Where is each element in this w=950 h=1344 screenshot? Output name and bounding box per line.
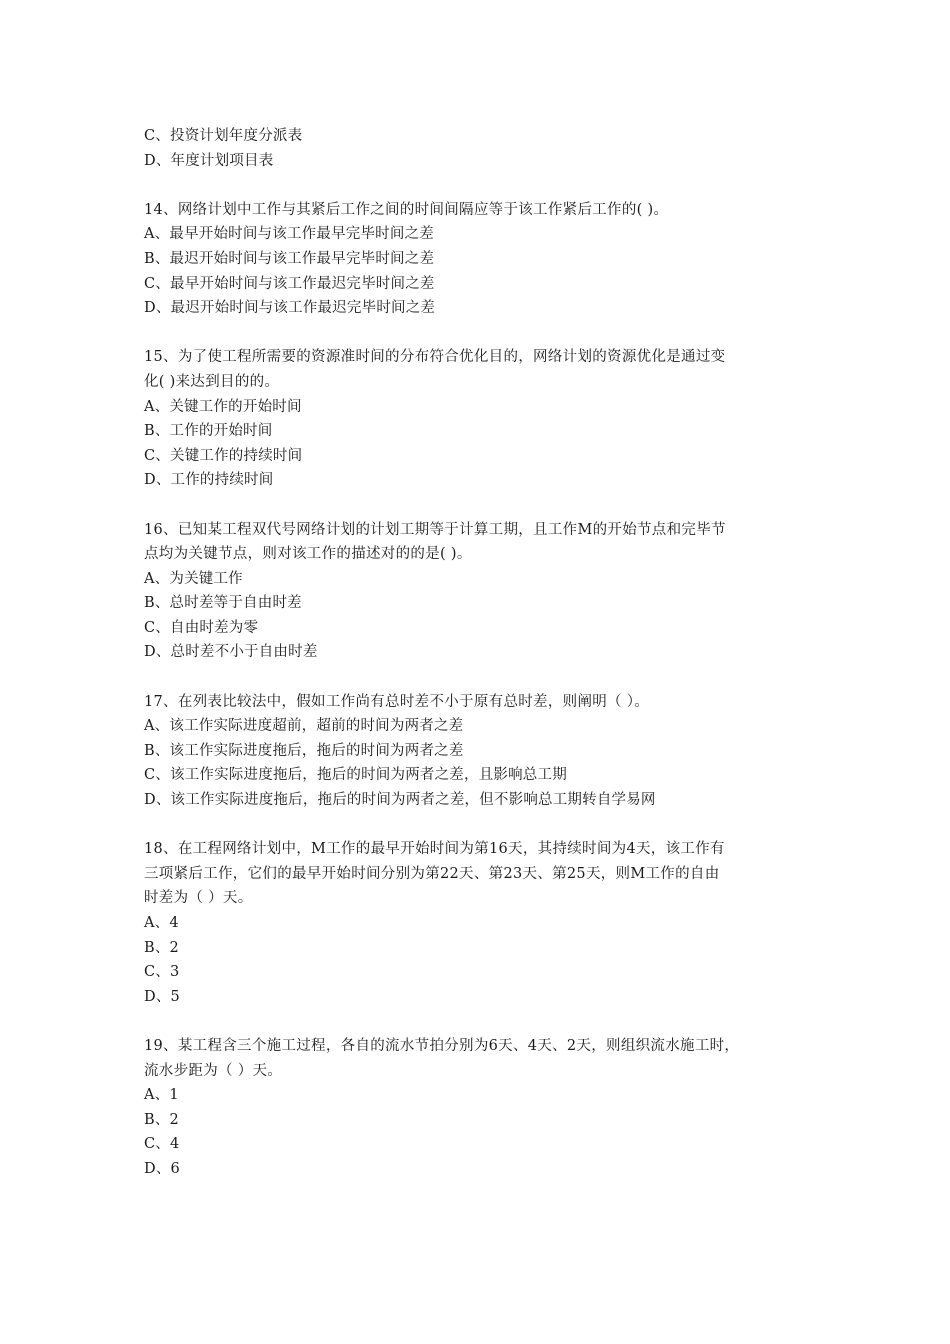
option-a: A、最早开始时间与该工作最早完毕时间之差 bbox=[144, 226, 434, 243]
option-c: C、3 bbox=[144, 964, 180, 981]
stem-line: 18、在工程网络计划中，M工作的最早开始时间为第16天，其持续时间为4天，该工作有 bbox=[144, 841, 725, 858]
option-a: A、为关键工作 bbox=[144, 570, 243, 587]
document-content bbox=[144, 124, 809, 1182]
option-d: D、年度计划项目表 bbox=[144, 152, 274, 169]
option-a: A、4 bbox=[144, 915, 179, 931]
prev-question-options bbox=[144, 124, 809, 173]
question-stem bbox=[144, 345, 809, 394]
option-c: C、关键工作的持续时间 bbox=[144, 447, 303, 464]
spacer bbox=[144, 813, 809, 838]
option-a: A、该工作实际进度超前，超前的时间为两者之差 bbox=[144, 718, 464, 735]
option-d: D、6 bbox=[144, 1160, 180, 1177]
option-b: B、该工作实际进度拖后，拖后的时间为两者之差 bbox=[144, 742, 464, 759]
question-19 bbox=[144, 1034, 809, 1182]
stem-line: 14、网络计划中工作与其紧后工作之间的时间间隔应等于该工作紧后工作的( )。 bbox=[144, 201, 669, 218]
option-b: B、总时差等于自由时差 bbox=[144, 595, 302, 612]
option-d: D、该工作实际进度拖后，拖后的时间为两者之差，但不影响总工期转自学易网 bbox=[144, 792, 656, 809]
option-d: D、最迟开始时间与该工作最迟完毕时间之差 bbox=[144, 300, 436, 317]
stem-line: 流水步距为（ ）天。 bbox=[144, 1062, 283, 1079]
stem-line: 15、为了使工程所需要的资源准时间的分布符合优化目的，网络计划的资源优化是通过变 bbox=[144, 349, 726, 366]
option-b: B、2 bbox=[144, 939, 179, 956]
option-c: C、该工作实际进度拖后，拖后的时间为两者之差，且影响总工期 bbox=[144, 767, 567, 784]
option-b: B、工作的开始时间 bbox=[144, 423, 273, 440]
spacer bbox=[144, 1009, 809, 1034]
spacer bbox=[144, 321, 809, 346]
stem-line: 16、已知某工程双代号网络计划的计划工期等于计算工期，且工作M的开始节点和完毕节 bbox=[144, 521, 726, 538]
spacer bbox=[144, 173, 809, 198]
question-stem bbox=[144, 198, 809, 223]
question-stem bbox=[144, 690, 809, 715]
option-b: B、最迟开始时间与该工作最早完毕时间之差 bbox=[144, 250, 435, 267]
stem-line: 点均为关键节点，则对该工作的描述对的的是( )。 bbox=[144, 546, 472, 563]
option-c: C、自由时差为零 bbox=[144, 619, 259, 636]
question-17 bbox=[144, 690, 809, 813]
stem-line: 19、某工程含三个施工过程，各自的流水节拍分别为6天、4天、2天，则组织流水施工时， bbox=[144, 1037, 740, 1054]
option-c: C、投资计划年度分派表 bbox=[144, 128, 303, 144]
question-16 bbox=[144, 518, 809, 666]
question-stem bbox=[144, 837, 809, 911]
option-c: C、最早开始时间与该工作最迟完毕时间之差 bbox=[144, 275, 435, 292]
option-d: D、工作的持续时间 bbox=[144, 472, 274, 489]
stem-line: 三项紧后工作，它们的最早开始时间分别为第22天、第23天、第25天，则M工作的自由 bbox=[144, 865, 720, 882]
question-14 bbox=[144, 198, 809, 321]
option-d: D、总时差不小于自由时差 bbox=[144, 644, 318, 661]
spacer bbox=[144, 665, 809, 690]
option-c: C、4 bbox=[144, 1136, 180, 1153]
stem-line: 17、在列表比较法中，假如工作尚有总时差不小于原有总时差，则阐明（ ）。 bbox=[144, 693, 650, 710]
stem-line: 化( )来达到目的的。 bbox=[144, 373, 280, 390]
question-15 bbox=[144, 345, 809, 493]
question-stem bbox=[144, 518, 809, 567]
option-b: B、2 bbox=[144, 1111, 179, 1128]
stem-line: 时差为（ ）天。 bbox=[144, 890, 253, 907]
question-stem bbox=[144, 1034, 809, 1083]
option-a: A、1 bbox=[144, 1087, 179, 1104]
option-d: D、5 bbox=[144, 988, 180, 1005]
option-a: A、关键工作的开始时间 bbox=[144, 398, 302, 415]
question-18 bbox=[144, 837, 809, 1009]
spacer bbox=[144, 493, 809, 518]
